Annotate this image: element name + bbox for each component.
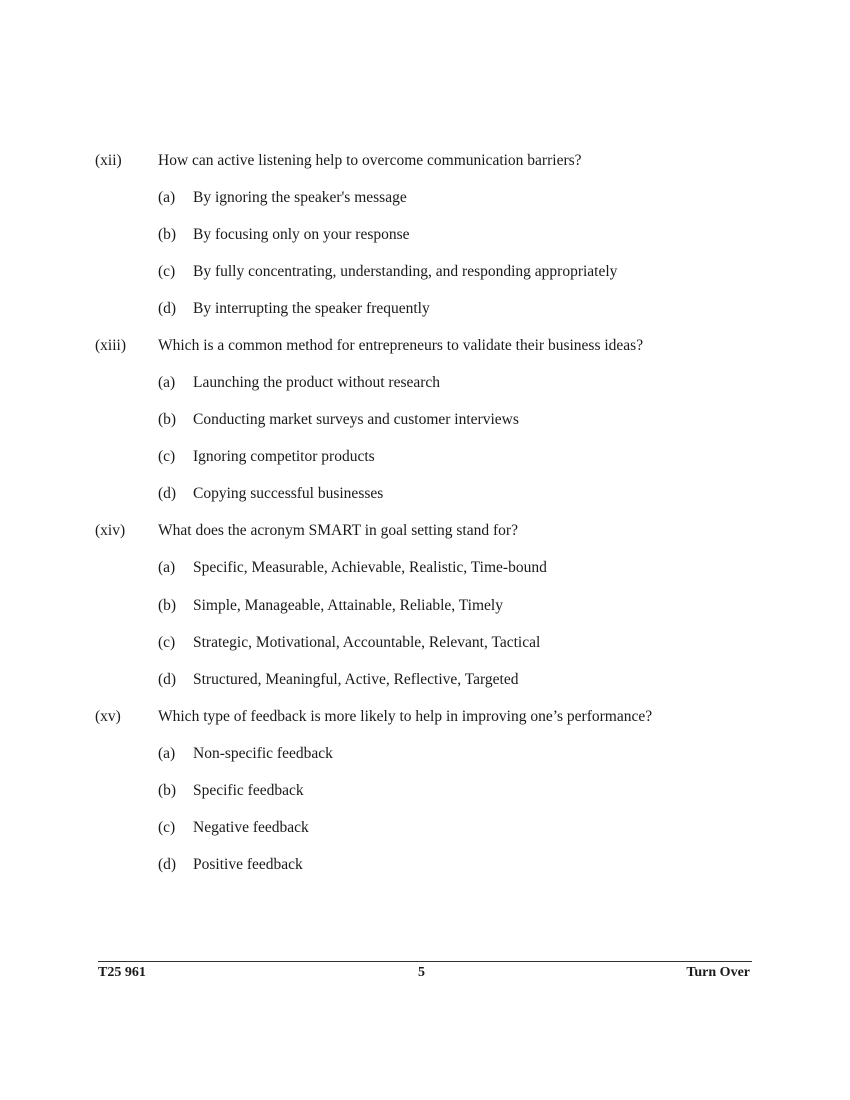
option-letter: (a) bbox=[158, 745, 176, 762]
option-letter: (c) bbox=[158, 448, 176, 465]
answer-option bbox=[0, 744, 850, 764]
answer-option bbox=[0, 781, 850, 801]
answer-option bbox=[0, 633, 850, 653]
answer-option bbox=[0, 262, 850, 282]
answer-option bbox=[0, 447, 850, 467]
answer-option bbox=[0, 299, 850, 319]
answer-option bbox=[0, 596, 850, 616]
option-text: Simple, Manageable, Attainable, Reliable, Timely bbox=[193, 597, 503, 614]
option-letter: (c) bbox=[158, 634, 176, 651]
page-number: 5 bbox=[418, 965, 425, 980]
question-number: (xii) bbox=[95, 152, 122, 169]
option-letter: (c) bbox=[158, 263, 176, 280]
option-text: Copying successful businesses bbox=[193, 485, 384, 502]
answer-option bbox=[0, 818, 850, 838]
question-text: Which is a common method for entrepreneurs to validate their business ideas? bbox=[158, 337, 644, 354]
option-text: Structured, Meaningful, Active, Reflective, Targeted bbox=[193, 671, 519, 688]
option-letter: (d) bbox=[158, 300, 177, 317]
answer-option bbox=[0, 188, 850, 208]
question-text: How can active listening help to overcome communication barriers? bbox=[158, 152, 582, 169]
option-letter: (a) bbox=[158, 374, 176, 391]
option-letter: (a) bbox=[158, 559, 176, 576]
question-number: (xv) bbox=[95, 708, 121, 725]
paper-code: T25 961 bbox=[98, 965, 146, 980]
option-letter: (d) bbox=[158, 485, 177, 502]
turn-over-label: Turn Over bbox=[686, 965, 750, 980]
answer-option bbox=[0, 670, 850, 690]
option-letter: (c) bbox=[158, 819, 176, 836]
option-text: Positive feedback bbox=[193, 856, 303, 873]
question-text: Which type of feedback is more likely to help in improving one’s performance? bbox=[158, 708, 653, 725]
answer-option bbox=[0, 558, 850, 578]
option-text: By focusing only on your response bbox=[193, 226, 410, 243]
footer-divider bbox=[98, 961, 752, 962]
option-text: Conducting market surveys and customer interviews bbox=[193, 411, 519, 428]
answer-option bbox=[0, 225, 850, 245]
option-text: By ignoring the speaker's message bbox=[193, 189, 407, 206]
option-text: Non-specific feedback bbox=[193, 745, 333, 762]
answer-option bbox=[0, 855, 850, 875]
option-text: Ignoring competitor products bbox=[193, 448, 375, 465]
answer-option bbox=[0, 410, 850, 430]
question-number: (xiii) bbox=[95, 337, 126, 354]
option-text: Negative feedback bbox=[193, 819, 309, 836]
option-letter: (b) bbox=[158, 597, 177, 614]
option-text: Strategic, Motivational, Accountable, Relevant, Tactical bbox=[193, 634, 541, 651]
option-text: Specific feedback bbox=[193, 782, 304, 799]
option-letter: (a) bbox=[158, 189, 176, 206]
option-text: Launching the product without research bbox=[193, 374, 441, 391]
option-letter: (b) bbox=[158, 782, 177, 799]
option-text: By interrupting the speaker frequently bbox=[193, 300, 430, 317]
option-text: Specific, Measurable, Achievable, Realistic, Time-bound bbox=[193, 559, 547, 576]
question-text: What does the acronym SMART in goal setting stand for? bbox=[158, 522, 518, 539]
answer-option bbox=[0, 373, 850, 393]
answer-option bbox=[0, 484, 850, 504]
option-letter: (d) bbox=[158, 856, 177, 873]
option-letter: (b) bbox=[158, 226, 177, 243]
option-letter: (d) bbox=[158, 671, 177, 688]
question-number: (xiv) bbox=[95, 522, 126, 539]
option-letter: (b) bbox=[158, 411, 177, 428]
option-text: By fully concentrating, understanding, and responding appropriately bbox=[193, 263, 618, 280]
